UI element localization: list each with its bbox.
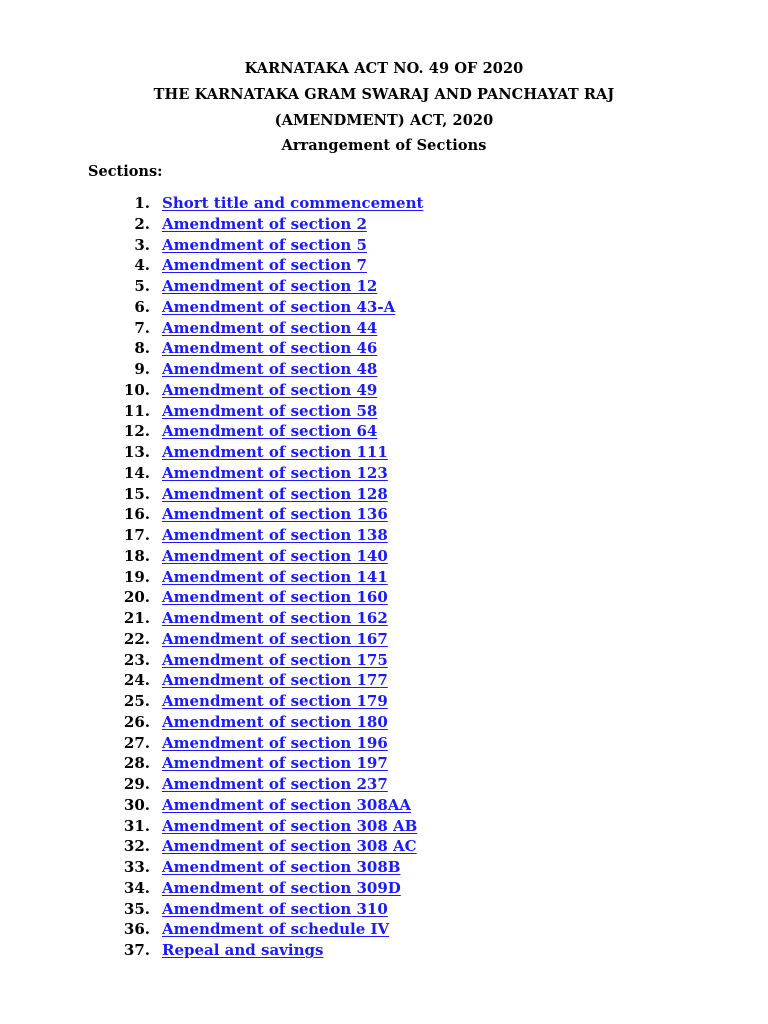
section-link[interactable]: Amendment of section 197: [162, 754, 388, 773]
section-number: 29.: [123, 775, 150, 793]
section-link[interactable]: Amendment of section 160: [162, 588, 388, 607]
section-number: 20.: [123, 588, 150, 607]
section-number: 15.: [123, 484, 150, 503]
section-link[interactable]: Amendment of section 58: [162, 401, 378, 420]
section-link[interactable]: Amendment of section 49: [162, 380, 378, 399]
section-link[interactable]: Short title and commencement: [162, 194, 424, 212]
section-number: 19.: [123, 567, 150, 586]
section-number: 32.: [123, 837, 150, 856]
section-number: 2.: [134, 214, 150, 233]
arrangement-subtitle: Arrangement of Sections: [281, 137, 487, 154]
section-number: 18.: [123, 546, 150, 565]
section-number: 33.: [123, 858, 150, 876]
section-link[interactable]: Amendment of section 196: [162, 733, 388, 752]
section-number: 3.: [134, 235, 150, 254]
section-number: 9.: [134, 360, 150, 378]
section-number: 35.: [123, 899, 150, 918]
section-link[interactable]: Amendment of section 177: [162, 671, 388, 690]
section-number: 8.: [134, 339, 150, 358]
act-number-heading: KARNATAKA ACT NO. 49 OF 2020: [244, 60, 524, 77]
section-link[interactable]: Amendment of section 136: [162, 505, 388, 524]
section-link[interactable]: Amendment of section 167: [162, 629, 388, 648]
section-number: 30.: [123, 795, 150, 814]
section-number: 11.: [123, 401, 150, 420]
section-number: 27.: [123, 733, 150, 752]
section-link[interactable]: Amendment of section 123: [162, 463, 388, 482]
section-link[interactable]: Amendment of section 308B: [162, 858, 401, 876]
section-link[interactable]: Amendment of section 7: [162, 256, 367, 275]
section-number: 17.: [123, 526, 150, 544]
act-name-heading: THE KARNATAKA GRAM SWARAJ AND PANCHAYAT RAJ: [153, 86, 615, 103]
section-number: 31.: [123, 816, 150, 835]
section-link[interactable]: Amendment of section 2: [162, 214, 367, 233]
section-link[interactable]: Amendment of section 128: [162, 484, 388, 503]
section-link[interactable]: Amendment of section 140: [162, 546, 388, 565]
section-link[interactable]: Amendment of section 111: [162, 443, 388, 461]
section-link[interactable]: Amendment of section 141: [162, 567, 388, 586]
section-link[interactable]: Amendment of section 175: [162, 650, 388, 669]
section-number: 4.: [134, 256, 150, 275]
section-number: 14.: [123, 463, 150, 482]
section-number: 25.: [123, 692, 150, 710]
section-link[interactable]: Amendment of section 308 AB: [162, 816, 418, 835]
section-link[interactable]: Amendment of section 5: [162, 235, 367, 254]
section-number: 26.: [123, 712, 150, 731]
section-number: 1.: [134, 194, 150, 212]
section-link[interactable]: Amendment of section 237: [162, 775, 388, 793]
section-number: 36.: [123, 920, 150, 939]
section-link[interactable]: Amendment of section 180: [162, 712, 388, 731]
section-number: 24.: [123, 671, 150, 690]
section-link[interactable]: Amendment of section 310: [162, 899, 388, 918]
section-link[interactable]: Amendment of section 46: [162, 339, 378, 358]
section-link[interactable]: Amendment of section 64: [162, 422, 378, 441]
section-number: 37.: [123, 941, 150, 959]
section-number: 34.: [123, 878, 150, 897]
section-number: 6.: [134, 297, 150, 316]
section-link[interactable]: Amendment of section 309D: [162, 878, 401, 897]
section-link[interactable]: Amendment of section 308 AC: [162, 837, 417, 856]
section-link[interactable]: Amendment of section 138: [162, 526, 388, 544]
section-number: 7.: [134, 318, 150, 337]
section-link[interactable]: Amendment of section 12: [162, 277, 378, 295]
section-number: 21.: [123, 609, 150, 627]
section-link[interactable]: Amendment of section 162: [162, 609, 388, 627]
section-number: 13.: [123, 443, 150, 461]
section-link[interactable]: Amendment of schedule IV: [162, 920, 390, 939]
section-number: 12.: [123, 422, 150, 441]
section-link[interactable]: Amendment of section 44: [162, 318, 378, 337]
section-link[interactable]: Repeal and savings: [162, 941, 324, 959]
section-number: 22.: [123, 629, 150, 648]
act-amendment-heading: (AMENDMENT) ACT, 2020: [274, 112, 494, 129]
sections-label: Sections:: [88, 163, 163, 180]
section-number: 10.: [123, 380, 150, 399]
section-number: 28.: [123, 754, 150, 773]
section-number: 23.: [123, 650, 150, 669]
section-link[interactable]: Amendment of section 308AA: [162, 795, 412, 814]
section-number: 5.: [134, 277, 150, 295]
section-link[interactable]: Amendment of section 43-A: [162, 297, 396, 316]
section-number: 16.: [123, 505, 150, 524]
section-link[interactable]: Amendment of section 179: [162, 692, 388, 710]
section-link[interactable]: Amendment of section 48: [162, 360, 378, 378]
